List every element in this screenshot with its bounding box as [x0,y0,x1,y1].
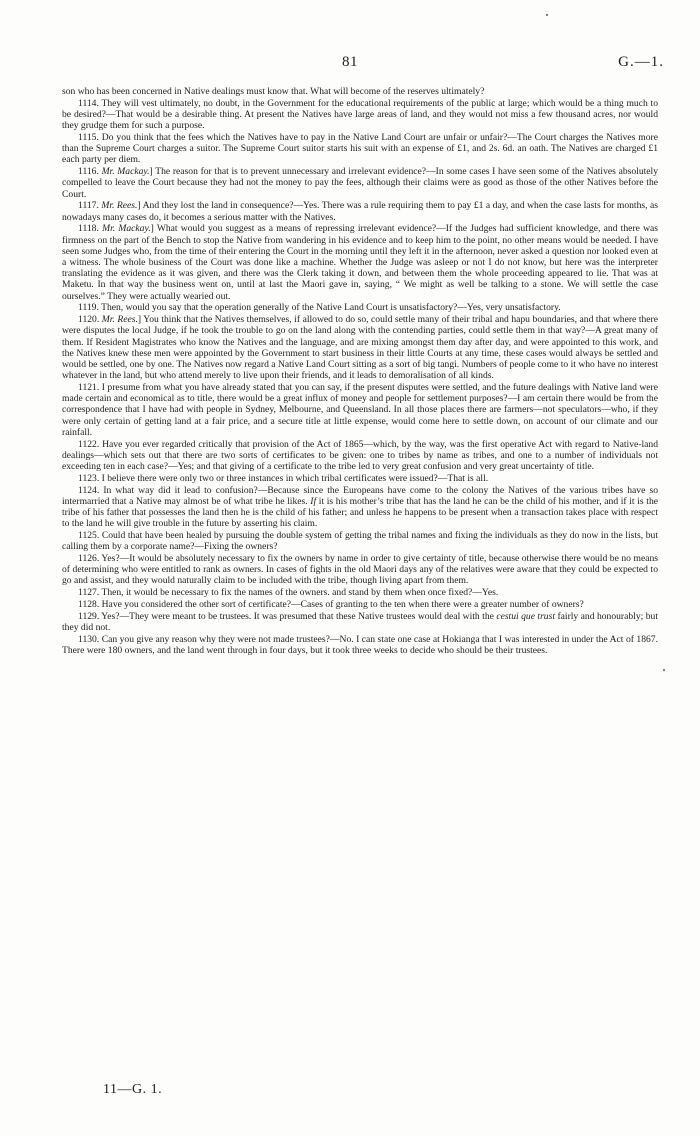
paragraph-text: 1127. Then, it would be necessary to fix the names of the owners. and stand by them when once fixed?—Yes. [78,587,499,599]
evidence-paragraph [62,439,658,473]
paragraph-text: ] You think that the Natives themselves, if allowed to do so, could settle many of their tribal and hapu boundaries, and that where there were disputes the local Judge, if he took the trouble to go on the land along with the contending parties, could settle them in that way?—A great many of them. If Resident Magistrates who know the Natives and the language, and are mixing amongst them day after day, and were appointed to this work, and the Natives knew these men were appointed by the Government to start business in their little Courts at any time, these cases would always be settled and would be settled, one by one. The Natives now regard a Native Land Court sitting as a sort of big tangi. Numbers of people come to it who have no interest whatever in the land, but who attend merely to live upon their friends, and it leads to demoralisation of all kinds. [62,314,658,382]
evidence-paragraph [62,200,658,222]
paragraph-text: 1129. Yes?—They were meant to be trustees. It was presumed that these Native trustees would deal with the [78,610,497,622]
paragraph-text: 1122. Have you ever regarded critically that provision of the Act of 1865—which, by the way, was the first operative Act with regard to Native-land dealings—which sets out that there are two sorts of certificates to be given: one to tribes by name as tribes, and one to a number of individuals not exceeding ten in each case?—Yes; and that giving of a certificate to the tribe led to very great confusion and very great uncertainty of title. [62,438,658,473]
paragraph-text: 1114. They will vest ultimately, no doubt, in the Government for the educational requirements of the public at large; which would be a thing much to be desired?—That would be a desirable thing. At present the Natives have large areas of land, and they would not miss a few thousand acres, nor would they grudge them for such a purpose. [62,97,658,132]
evidence-paragraph [62,611,658,633]
evidence-paragraph [62,473,658,484]
paragraph-text: ] The reason for that is to prevent unnecessary and irrelevant evidence?—In some cases I have seen some of the Natives absolutely compelled to leave the Court because they had not the money to pay the fees, although their claims were as good as those of the other Natives before the Court. [62,166,659,200]
page-number: 81 [342,54,358,70]
evidence-paragraph [62,314,658,381]
paragraph-text: 1115. Do you think that the fees which the Natives have to pay in the Native Land Court are unfair or unfair?—The Court charges the Natives more than the Supreme Court charges a suitor. The Supreme Court suitor starts his suit with an expense of £1, and 2s. 6d. an oath. The Natives are charged £1 each party per diem. [62,132,658,166]
evidence-paragraph [62,382,658,438]
continued-paragraph [62,86,658,97]
evidence-paragraph [62,634,658,656]
paragraph-text: it is his mother’s tribe that has the land he can be the child of his mother, and if it is the tribe of his father that possesses the land then he is the child of his father; and unless he happens to be present when a transaction takes place with respect to the land he will give trouble in the future by asserting his claim. [62,495,658,530]
evidence-paragraph [62,166,658,200]
paragraph-text: 1118. [78,223,103,235]
evidence-paragraph [62,98,658,132]
evidence-paragraph [62,587,658,598]
paragraph-text: 1128. Have you considered the other sort of certificate?—Cases of granting to the ten when there were a greater number of owners? [78,599,584,611]
paragraph-text: 1117. [78,200,102,212]
evidence-paragraph [62,485,658,530]
evidence-paragraph [62,530,658,552]
paragraph-text: ] And they lost the land in consequence?—Yes. There was a rule requiring them to pay £1 a day, and when the case lasts for months, as nowadays many cases do, it becomes a serious matter with the Natives. [62,200,658,223]
paragraph-text: ] What would you suggest as a means of repressing irrelevant evidence?—If the Judges had sufficient knowledge, and there was firmness on the part of the Bench to stop the Native from wandering in his evidence and to keep him to the point, no other means would be needed. I have seen some Judges who, from the time of their entering the Court in the morning until they left it in the afternoon, never asked a question nor looked even at a witness. The whole business of the Court was done like a machine. Whether the Judge was asleep or not I do not know, but here was the interpreter translating the evidence as it was given, and there was the Clerk taking it down, and between them the whole proceeding appeared to lie. That was at Maketu. In that way the business went on, until at last the Maori gave in, saying, “ We might as well be talking to a stone. We will settle the case ourselves.” They were actually wearied out. [62,223,658,302]
paragraph-text: fairly and honourably; but they did not. [62,610,659,634]
paragraph-text: 1119. Then, would you say that the operation generally of the Native Land Court is unsatisfactory?—Yes, very unsatisfactory. [78,302,561,314]
paragraph-text: 1124. In what way did it lead to confusion?—Because since the Europeans have come to the colony the Natives of the various tribes have so intermarried that a Native may almost be of what tribe he likes. [62,484,658,507]
paragraph-text: 1116. [78,166,102,178]
paragraph-text: 1120. [78,314,102,326]
sheet-signature: 11—G. 1. [103,1082,163,1097]
paragraph-text: 1121. I presume from what you have already stated that you can say, if the present disputes were settled, and the future dealings with Native land were made certain and economical as to title, there would be a great influx of money and people for settlement purposes?—I am certain there would be from the correspondence that I have had with people in Sydney, Melbourne, and Queensland. In all those places there are farmers—not speculators—who, if they were only certain of getting land at a fair price, and a secure title at little expense, would come here to settle down, on account of our climate and our rainfall. [62,382,658,438]
document-code: G.—1. [618,54,664,70]
italic-text: Mr. Rees. [101,314,138,326]
paragraph-text: 1126. Yes?—It would be absolutely necessary to fix the owners by name in order to give certainty of title, because otherwise there would be no means of determining who were entitled to rank as owners. In cases of fights in the old Maori days any of the relatives were aware that they could be expected to go and assist, and they would naturally claim to be included with the tribe, though living apart from them. [62,553,658,587]
evidence-paragraph [62,302,658,313]
italic-text: If [310,495,317,507]
evidence-paragraph [62,223,658,301]
paragraph-text: 1123. I believe there were only two or three instances in which tribal certificates were issued?—That is all. [78,472,489,484]
paragraph-text: 1130. Can you give any reason why they were not made trustees?—No. I can state one case at Hokianga that I was interested in under the Act of 1867. There were 180 owners, and the land went through in four days, but it took three weeks to decide who should be their trustees. [62,633,658,657]
body-text [62,86,658,657]
italic-text: Mr. Mackay. [102,223,151,235]
italic-text: Mr. Mackay. [101,166,150,178]
paragraph-text: son who has been concerned in Native dealings must know that. What will become of the reserves ultimately? [62,86,485,97]
italic-text: Mr. Rees. [101,200,138,212]
paragraph-text: 1125. Could that have been healed by pursuing the double system of getting the tribal names and fixing the individuals as they do now in the lists, but calling them by a corporate name?—Fixing the owners? [62,530,658,553]
speck-mark [546,14,548,16]
speck-mark [663,669,665,671]
italic-text: cestui que trust [496,610,556,622]
evidence-paragraph [62,599,658,610]
evidence-paragraph [62,132,658,166]
evidence-paragraph [62,553,658,587]
